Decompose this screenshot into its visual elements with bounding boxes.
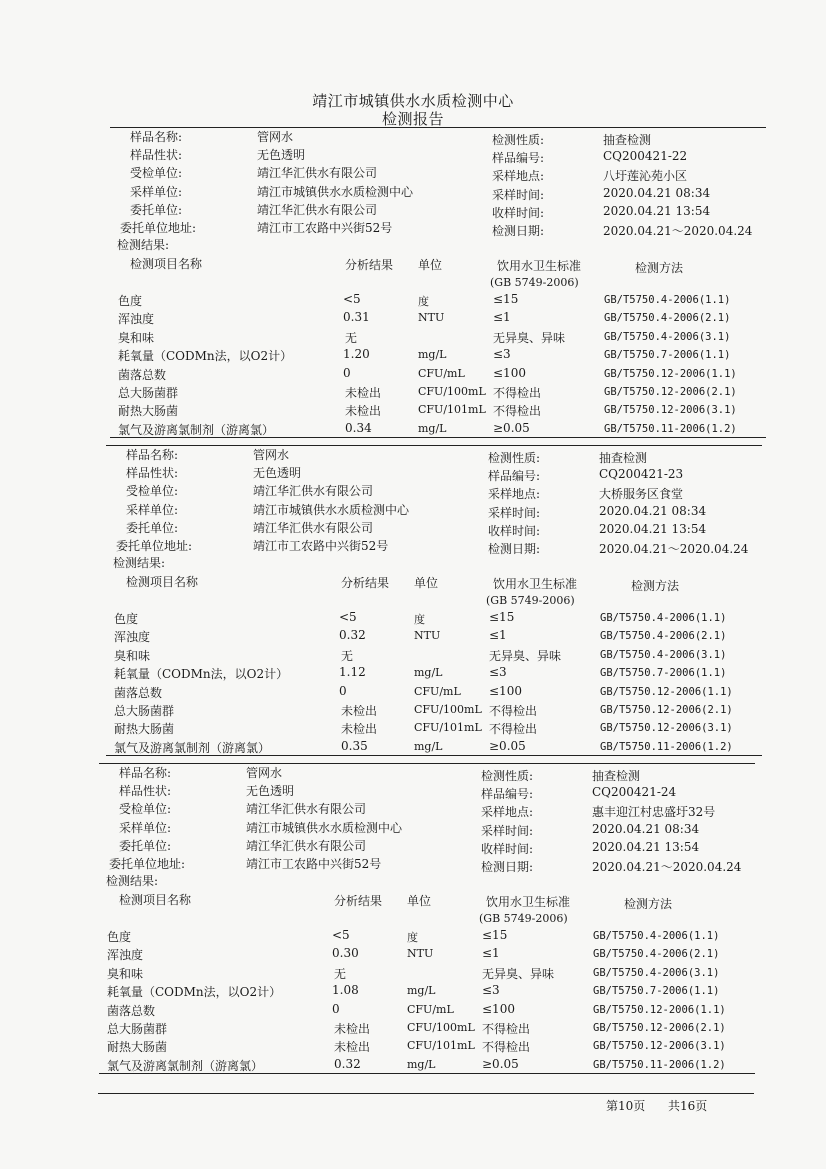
item-result: 未检出: [341, 704, 378, 718]
item-method: GB/T5750.11-2006(1.2): [604, 422, 737, 435]
column-header: 检测方法: [624, 897, 673, 911]
field-label: 采样地点:: [481, 805, 534, 820]
item-unit: mg/L: [418, 421, 447, 435]
results-heading: 检测结果:: [106, 874, 159, 888]
field-label: 采样地点:: [488, 487, 541, 502]
field-value: 无色透明: [253, 466, 302, 481]
item-method: GB/T5750.4-2006(1.1): [600, 612, 727, 624]
field-value: 2020.04.21～2020.04.24: [592, 860, 742, 874]
column-header: 检测方法: [635, 261, 684, 275]
field-value: CQ200421-23: [599, 467, 684, 482]
field-value: 靖江市工农路中兴街52号: [246, 857, 382, 871]
item-method: GB/T5750.12-2006(1.1): [600, 685, 733, 698]
item-name: 臭和味: [114, 648, 151, 663]
field-value: 2020.04.21 08:34: [603, 185, 711, 200]
item-name: 总大肠菌群: [118, 386, 179, 400]
item-result: 0.35: [341, 738, 368, 753]
item-standard: 不得检出: [493, 404, 542, 419]
page-number: 第10页: [606, 1099, 646, 1113]
field-label: 检测日期:: [488, 542, 541, 556]
column-header: 检测项目名称: [126, 575, 199, 589]
field-label: 受检单位:: [130, 166, 183, 181]
item-unit: CFU/101mL: [407, 1039, 475, 1053]
item-method: GB/T5750.4-2006(2.1): [600, 630, 727, 643]
block-divider: [99, 763, 755, 764]
item-name: 氯气及游离氯制剂（游离氯）: [118, 422, 275, 437]
results-heading: 检测结果:: [117, 238, 170, 252]
field-value: 靖江华汇供水有限公司: [257, 166, 378, 181]
field-label: 委托单位地址:: [109, 857, 186, 871]
item-unit: mg/L: [414, 739, 443, 753]
item-standard: ≤3: [482, 983, 500, 998]
item-method: GB/T5750.12-2006(3.1): [593, 1040, 726, 1053]
column-header: 分析结果: [345, 258, 394, 272]
item-result: <5: [332, 928, 350, 942]
item-name: 菌落总数: [118, 367, 167, 382]
item-standard: ≤15: [493, 292, 519, 306]
item-unit: mg/L: [414, 666, 443, 680]
field-label: 采样地点:: [492, 169, 545, 184]
field-value: 靖江华汇供水有限公司: [253, 484, 374, 499]
item-result: 无: [334, 966, 347, 981]
field-value: 靖江市工农路中兴街52号: [257, 221, 393, 235]
item-standard: 不得检出: [489, 704, 538, 718]
column-header: 检测项目名称: [130, 257, 203, 271]
item-name: 总大肠菌群: [114, 704, 175, 718]
item-result: 未检出: [345, 404, 382, 419]
item-result: 未检出: [341, 722, 378, 737]
item-name: 臭和味: [118, 330, 155, 345]
field-value: 靖江市城镇供水水质检测中心: [253, 502, 410, 517]
item-standard: ≤3: [493, 347, 511, 362]
table-bottom-rule: [99, 1073, 755, 1074]
item-name: 耐热大肠菌: [114, 722, 175, 737]
field-value: CQ200421-24: [592, 785, 677, 800]
field-value: 靖江华汇供水有限公司: [246, 802, 367, 817]
item-result: 无: [341, 648, 354, 663]
block-divider: [110, 127, 766, 128]
field-value: 2020.04.21～2020.04.24: [603, 224, 753, 238]
item-name: 浑浊度: [107, 948, 144, 963]
item-name: 色度: [114, 612, 139, 626]
item-name: 色度: [107, 930, 132, 944]
field-label: 样品性状:: [126, 466, 179, 481]
field-label: 委托单位地址:: [120, 221, 197, 235]
item-method: GB/T5750.11-2006(1.2): [593, 1058, 726, 1071]
item-unit: mg/L: [407, 1057, 436, 1071]
field-label: 样品性状:: [130, 148, 183, 163]
column-header: 分析结果: [334, 894, 383, 908]
item-unit: CFU/100mL: [414, 703, 482, 716]
field-value: 靖江华汇供水有限公司: [257, 202, 378, 217]
field-value: 抽查检测: [603, 133, 652, 147]
item-result: 未检出: [345, 386, 382, 400]
column-header: 单位: [418, 258, 443, 272]
field-value: 管网水: [257, 130, 294, 144]
field-label: 样品编号:: [492, 151, 545, 166]
field-label: 委托单位:: [126, 520, 179, 535]
item-name: 总大肠菌群: [107, 1022, 168, 1036]
item-method: GB/T5750.4-2006(2.1): [604, 312, 731, 325]
item-unit: 度: [407, 931, 418, 944]
field-label: 收样时间:: [488, 523, 541, 538]
field-value: 靖江市工农路中兴街52号: [253, 539, 389, 553]
item-name: 浑浊度: [114, 630, 151, 645]
field-label: 检测日期:: [481, 860, 534, 874]
field-label: 受检单位:: [119, 802, 172, 817]
item-method: GB/T5750.12-2006(3.1): [604, 404, 737, 417]
item-result: 1.08: [332, 983, 359, 998]
field-label: 检测性质:: [488, 451, 541, 465]
item-name: 菌落总数: [114, 685, 163, 700]
item-result: 1.20: [343, 347, 370, 362]
field-value: 抽查检测: [592, 769, 641, 783]
item-method: GB/T5750.4-2006(1.1): [604, 294, 731, 306]
field-value: 管网水: [246, 766, 283, 780]
item-unit: CFU/100mL: [407, 1021, 475, 1034]
column-header: 检测项目名称: [119, 893, 192, 907]
field-value: 靖江市城镇供水水质检测中心: [246, 820, 403, 835]
item-unit: 度: [414, 613, 425, 626]
item-unit: NTU: [418, 311, 445, 325]
field-label: 采样时间:: [481, 823, 534, 838]
field-label: 样品名称:: [119, 766, 172, 780]
field-value: 2020.04.21～2020.04.24: [599, 542, 749, 556]
item-result: 0.34: [345, 420, 372, 435]
item-result: 未检出: [334, 1040, 371, 1055]
item-standard: 不得检出: [482, 1022, 531, 1036]
item-standard: ≤100: [489, 683, 522, 698]
item-unit: CFU/mL: [407, 1002, 454, 1016]
field-label: 收样时间:: [481, 841, 534, 856]
field-value: 靖江华汇供水有限公司: [246, 838, 367, 853]
item-method: GB/T5750.12-2006(1.1): [604, 367, 737, 380]
item-standard: ≥0.05: [493, 420, 530, 435]
field-value: 2020.04.21 13:54: [603, 203, 711, 218]
item-result: 0: [339, 683, 347, 698]
item-method: GB/T5750.12-2006(2.1): [593, 1022, 726, 1034]
field-label: 委托单位地址:: [116, 539, 193, 553]
item-standard: ≥0.05: [482, 1056, 519, 1071]
item-unit: CFU/mL: [414, 684, 461, 698]
item-standard: ≥0.05: [489, 738, 526, 753]
item-standard: ≤1: [489, 628, 507, 643]
item-method: GB/T5750.11-2006(1.2): [600, 740, 733, 753]
field-label: 受检单位:: [126, 484, 179, 499]
item-method: GB/T5750.12-2006(1.1): [593, 1003, 726, 1016]
item-result: <5: [343, 292, 361, 306]
item-name: 臭和味: [107, 966, 144, 981]
item-method: GB/T5750.7-2006(1.1): [604, 349, 731, 362]
column-header: 饮用水卫生标准: [486, 895, 571, 909]
field-label: 样品编号:: [488, 469, 541, 484]
results-heading: 检测结果:: [113, 556, 166, 570]
column-header: 检测方法: [631, 579, 680, 593]
item-method: GB/T5750.12-2006(2.1): [600, 704, 733, 716]
item-unit: CFU/101mL: [418, 403, 486, 417]
item-unit: mg/L: [407, 984, 436, 998]
item-unit: NTU: [414, 629, 441, 643]
item-name: 耗氧量（CODMn法，以O2计）: [114, 667, 289, 682]
column-header: 饮用水卫生标准: [497, 259, 582, 273]
field-value: 抽查检测: [599, 451, 648, 465]
item-standard: 不得检出: [489, 722, 538, 737]
item-standard: ≤3: [489, 665, 507, 680]
item-name: 菌落总数: [107, 1003, 156, 1018]
item-standard: ≤100: [482, 1001, 515, 1016]
field-label: 采样单位:: [119, 820, 172, 835]
block-divider: [106, 445, 762, 446]
field-value: 八圩莲沁苑小区: [603, 169, 688, 184]
item-result: <5: [339, 610, 357, 624]
item-method: GB/T5750.12-2006(3.1): [600, 722, 733, 735]
field-label: 样品名称:: [126, 448, 179, 462]
item-name: 氯气及游离氯制剂（游离氯）: [107, 1058, 264, 1073]
item-result: 0: [343, 365, 351, 380]
column-header: (GB 5749-2006): [490, 276, 579, 289]
field-label: 样品名称:: [130, 130, 183, 144]
column-header: 单位: [414, 576, 439, 590]
item-standard: ≤15: [489, 610, 515, 624]
field-label: 采样时间:: [492, 187, 545, 202]
item-result: 0.31: [343, 310, 370, 325]
item-result: 0: [332, 1001, 340, 1016]
page-total: 共16页: [668, 1099, 708, 1113]
item-result: 未检出: [334, 1022, 371, 1036]
item-name: 耗氧量（CODMn法，以O2计）: [107, 985, 282, 1000]
field-value: CQ200421-22: [603, 149, 688, 164]
field-label: 委托单位:: [130, 202, 183, 217]
column-header: 饮用水卫生标准: [493, 577, 578, 591]
item-method: GB/T5750.4-2006(2.1): [593, 948, 720, 961]
field-value: 惠丰迎江村忠盛圩32号: [592, 805, 716, 820]
item-standard: 无异臭、异味: [493, 330, 566, 345]
item-method: GB/T5750.4-2006(3.1): [604, 330, 731, 343]
item-result: 0.32: [339, 628, 366, 643]
item-result: 0.30: [332, 946, 359, 961]
item-name: 氯气及游离氯制剂（游离氯）: [114, 740, 271, 755]
item-method: GB/T5750.4-2006(1.1): [593, 930, 720, 942]
item-standard: ≤100: [493, 365, 526, 380]
field-label: 样品性状:: [119, 784, 172, 799]
field-label: 检测性质:: [481, 769, 534, 783]
table-bottom-rule: [110, 437, 766, 438]
item-standard: ≤15: [482, 928, 508, 942]
item-method: GB/T5750.12-2006(2.1): [604, 386, 737, 398]
field-label: 检测性质:: [492, 133, 545, 147]
report-org-title: 靖江市城镇供水水质检测中心: [312, 92, 514, 110]
item-standard: ≤1: [482, 946, 500, 961]
item-name: 色度: [118, 294, 143, 308]
item-method: GB/T5750.4-2006(3.1): [593, 966, 720, 979]
item-unit: mg/L: [418, 348, 447, 362]
footer-rule: [98, 1093, 754, 1094]
item-result: 无: [345, 330, 358, 345]
field-value: 2020.04.21 13:54: [599, 521, 707, 536]
field-value: 2020.04.21 13:54: [592, 839, 700, 854]
field-value: 大桥服务区食堂: [599, 487, 684, 502]
item-standard: 不得检出: [482, 1040, 531, 1055]
column-header: 分析结果: [341, 576, 390, 590]
field-label: 采样单位:: [126, 502, 179, 517]
field-label: 检测日期:: [492, 224, 545, 238]
item-standard: 无异臭、异味: [489, 648, 562, 663]
item-unit: CFU/100mL: [418, 385, 486, 398]
item-unit: CFU/101mL: [414, 721, 482, 735]
column-header: (GB 5749-2006): [479, 912, 568, 925]
item-result: 0.32: [334, 1056, 361, 1071]
item-unit: CFU/mL: [418, 366, 465, 380]
item-name: 耐热大肠菌: [118, 404, 179, 419]
field-value: 2020.04.21 08:34: [592, 821, 700, 836]
item-method: GB/T5750.7-2006(1.1): [593, 985, 720, 998]
item-method: GB/T5750.4-2006(3.1): [600, 648, 727, 661]
item-standard: ≤1: [493, 310, 511, 325]
field-label: 采样单位:: [130, 184, 183, 199]
item-result: 1.12: [339, 665, 366, 680]
field-value: 靖江市城镇供水水质检测中心: [257, 184, 414, 199]
table-bottom-rule: [106, 755, 762, 756]
field-value: 无色透明: [257, 148, 306, 163]
item-unit: 度: [418, 295, 429, 308]
item-method: GB/T5750.7-2006(1.1): [600, 667, 727, 680]
field-value: 无色透明: [246, 784, 295, 799]
item-name: 耗氧量（CODMn法，以O2计）: [118, 349, 293, 364]
report-title: 检测报告: [381, 110, 444, 128]
field-label: 委托单位:: [119, 838, 172, 853]
field-value: 靖江华汇供水有限公司: [253, 520, 374, 535]
item-name: 浑浊度: [118, 312, 155, 327]
item-unit: NTU: [407, 947, 434, 961]
field-value: 管网水: [253, 448, 290, 462]
field-label: 采样时间:: [488, 505, 541, 520]
field-label: 收样时间:: [492, 205, 545, 220]
item-name: 耐热大肠菌: [107, 1040, 168, 1055]
field-label: 样品编号:: [481, 787, 534, 802]
item-standard: 无异臭、异味: [482, 966, 555, 981]
field-value: 2020.04.21 08:34: [599, 503, 707, 518]
column-header: 单位: [407, 894, 432, 908]
column-header: (GB 5749-2006): [486, 594, 575, 607]
item-standard: 不得检出: [493, 386, 542, 400]
